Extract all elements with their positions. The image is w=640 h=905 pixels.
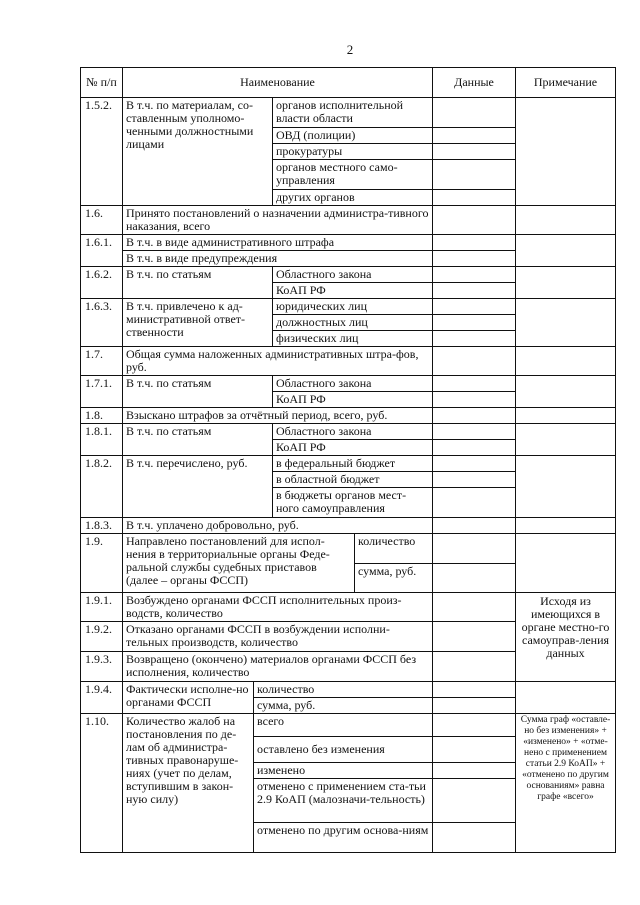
row-sub: сумма, руб. xyxy=(355,564,433,593)
row-desc: Принято постановлений о назначении администра-тивного наказания, всего xyxy=(123,206,433,235)
note-cell xyxy=(516,518,616,534)
header-note: Примечание xyxy=(516,68,616,98)
row-num: 1.8.2. xyxy=(81,456,123,518)
table-row xyxy=(81,206,616,235)
data-cell[interactable] xyxy=(433,472,516,488)
data-cell[interactable] xyxy=(433,593,516,622)
data-cell[interactable] xyxy=(433,779,516,823)
row-num: 1.6.3. xyxy=(81,299,123,347)
table-row xyxy=(81,347,616,376)
data-cell[interactable] xyxy=(433,331,516,347)
row-desc: В т.ч. по статьям xyxy=(123,376,273,408)
row-num: 1.7. xyxy=(81,347,123,376)
row-sub: оставлено без изменения xyxy=(254,737,433,763)
table-row xyxy=(81,235,616,251)
row-desc: В т.ч. по статьям xyxy=(123,424,273,456)
row-desc: Отказано органами ФССП в возбуждении исполни-тельных производств, количество xyxy=(123,622,433,652)
data-cell[interactable] xyxy=(433,488,516,518)
row-sub: в бюджеты органов мест-ного самоуправления xyxy=(273,488,433,518)
note-cell xyxy=(516,267,616,299)
note-cell xyxy=(516,206,616,235)
table-row xyxy=(81,424,616,440)
data-cell[interactable] xyxy=(433,160,516,190)
data-cell[interactable] xyxy=(433,235,516,251)
data-cell[interactable] xyxy=(433,376,516,392)
row-num: 1.7.1. xyxy=(81,376,123,408)
data-cell[interactable] xyxy=(433,652,516,682)
table-row xyxy=(81,456,616,472)
row-sub: КоАП РФ xyxy=(273,283,433,299)
note-cell xyxy=(516,408,616,424)
row-num: 1.10. xyxy=(81,714,123,853)
row-desc: В т.ч. по статьям xyxy=(123,267,273,299)
row-sub: юридических лиц xyxy=(273,299,433,315)
data-cell[interactable] xyxy=(433,534,516,564)
data-cell[interactable] xyxy=(433,190,516,206)
row-num: 1.8.1. xyxy=(81,424,123,456)
header-data: Данные xyxy=(433,68,516,98)
note-cell xyxy=(516,534,616,593)
data-cell[interactable] xyxy=(433,714,516,737)
row-desc: В т.ч. в виде административного штрафа xyxy=(123,235,433,251)
table-row xyxy=(81,714,616,737)
data-cell[interactable] xyxy=(433,698,516,714)
data-cell[interactable] xyxy=(433,456,516,472)
data-cell[interactable] xyxy=(433,823,516,853)
row-desc: В т.ч. в виде предупреждения xyxy=(123,251,433,267)
data-cell[interactable] xyxy=(433,682,516,698)
data-cell[interactable] xyxy=(433,347,516,376)
note-cell xyxy=(516,347,616,376)
row-desc: Фактически исполне-но органами ФССП xyxy=(123,682,254,714)
row-desc: В т.ч. уплачено добровольно, руб. xyxy=(123,518,433,534)
row-sub: количество xyxy=(254,682,433,698)
note-cell xyxy=(516,456,616,518)
table-row xyxy=(81,518,616,534)
row-num: 1.9.1. xyxy=(81,593,123,622)
header-name: Наименование xyxy=(123,68,433,98)
data-cell[interactable] xyxy=(433,622,516,652)
table-row xyxy=(81,593,616,622)
row-desc: В т.ч. перечислено, руб. xyxy=(123,456,273,518)
row-sub: в федеральный бюджет xyxy=(273,456,433,472)
row-sub: Областного закона xyxy=(273,424,433,440)
note-cell xyxy=(516,98,616,206)
data-cell[interactable] xyxy=(433,518,516,534)
row-desc: В т.ч. по материалам, со-ставленным уполномо-ченными должностными лицами xyxy=(123,98,273,206)
note-cell: Сумма граф «оставле-но без изменения» + «изменено» + «отме-нено с применением статьи 2.9 КоАП» + «отменено по другим основаниям» равна графе «всего» xyxy=(516,714,616,853)
row-sub: в областной бюджет xyxy=(273,472,433,488)
row-num: 1.6. xyxy=(81,206,123,235)
data-cell[interactable] xyxy=(433,424,516,440)
note-cell xyxy=(516,376,616,408)
data-cell[interactable] xyxy=(433,267,516,283)
note-cell xyxy=(516,682,616,714)
data-cell[interactable] xyxy=(433,206,516,235)
data-cell[interactable] xyxy=(433,283,516,299)
row-num: 1.6.2. xyxy=(81,267,123,299)
row-sub: изменено xyxy=(254,763,433,779)
data-cell[interactable] xyxy=(433,128,516,144)
row-sub: сумма, руб. xyxy=(254,698,433,714)
data-cell[interactable] xyxy=(433,315,516,331)
row-num: 1.9. xyxy=(81,534,123,593)
row-desc: В т.ч. привлечено к ад-министративной ответ-ственности xyxy=(123,299,273,347)
note-cell xyxy=(516,235,616,267)
data-cell[interactable] xyxy=(433,564,516,593)
row-desc: Взыскано штрафов за отчётный период, всего, руб. xyxy=(123,408,433,424)
row-desc: Общая сумма наложенных административных штра-фов, руб. xyxy=(123,347,433,376)
row-sub: органов исполнительной власти области xyxy=(273,98,433,128)
row-sub: Областного закона xyxy=(273,267,433,283)
data-cell[interactable] xyxy=(433,251,516,267)
row-num: 1.6.1. xyxy=(81,235,123,267)
row-desc: Количество жалоб на постановления по де-лам об администра-тивных правонаруше-ниях (учет по делам, вступившим в закон-ную силу) xyxy=(123,714,254,853)
page-number: 2 xyxy=(346,42,354,57)
data-cell[interactable] xyxy=(433,392,516,408)
data-cell[interactable] xyxy=(433,299,516,315)
row-sub: органов местного само-управления xyxy=(273,160,433,190)
row-sub: КоАП РФ xyxy=(273,392,433,408)
row-sub: количество xyxy=(355,534,433,564)
row-sub: физических лиц xyxy=(273,331,433,347)
data-cell[interactable] xyxy=(433,763,516,779)
table-row xyxy=(81,408,616,424)
table-row xyxy=(81,534,616,564)
data-cell[interactable] xyxy=(433,144,516,160)
row-sub: отменено по другим основа-ниям xyxy=(254,823,433,853)
row-num: 1.9.3. xyxy=(81,652,123,682)
table-row xyxy=(81,376,616,392)
table-row xyxy=(81,299,616,315)
row-num: 1.8. xyxy=(81,408,123,424)
table-row xyxy=(81,682,616,698)
note-cell xyxy=(516,424,616,456)
data-cell[interactable] xyxy=(433,440,516,456)
table-row xyxy=(81,267,616,283)
row-desc: Возвращено (окончено) материалов органами ФССП без исполнения, количество xyxy=(123,652,433,682)
table-row xyxy=(81,98,616,128)
row-desc: Направлено постановлений для испол-нения в территориальные органы Феде-ральной службы судебных приставов (далее – органы ФССП) xyxy=(123,534,355,593)
header-num: № п/п xyxy=(81,68,123,98)
row-sub: должностных лиц xyxy=(273,315,433,331)
row-sub: прокуратуры xyxy=(273,144,433,160)
row-sub: всего xyxy=(254,714,433,737)
row-num: 1.9.4. xyxy=(81,682,123,714)
table-header xyxy=(81,68,616,98)
row-sub: отменено с применением ста-тьи 2.9 КоАП (малозначи-тельность) xyxy=(254,779,433,823)
note-cell xyxy=(516,299,616,347)
row-num: 1.8.3. xyxy=(81,518,123,534)
row-sub: Областного закона xyxy=(273,376,433,392)
row-sub: других органов xyxy=(273,190,433,206)
row-num: 1.5.2. xyxy=(81,98,123,206)
row-sub: ОВД (полиции) xyxy=(273,128,433,144)
note-cell: Исходя из имеющихся в органе местно-го самоуправ-ления данных xyxy=(516,593,616,682)
data-cell[interactable] xyxy=(433,737,516,763)
report-table xyxy=(80,67,616,853)
row-num: 1.9.2. xyxy=(81,622,123,652)
row-desc: Возбуждено органами ФССП исполнительных произ-водств, количество xyxy=(123,593,433,622)
row-sub: КоАП РФ xyxy=(273,440,433,456)
data-cell[interactable] xyxy=(433,408,516,424)
data-cell[interactable] xyxy=(433,98,516,128)
